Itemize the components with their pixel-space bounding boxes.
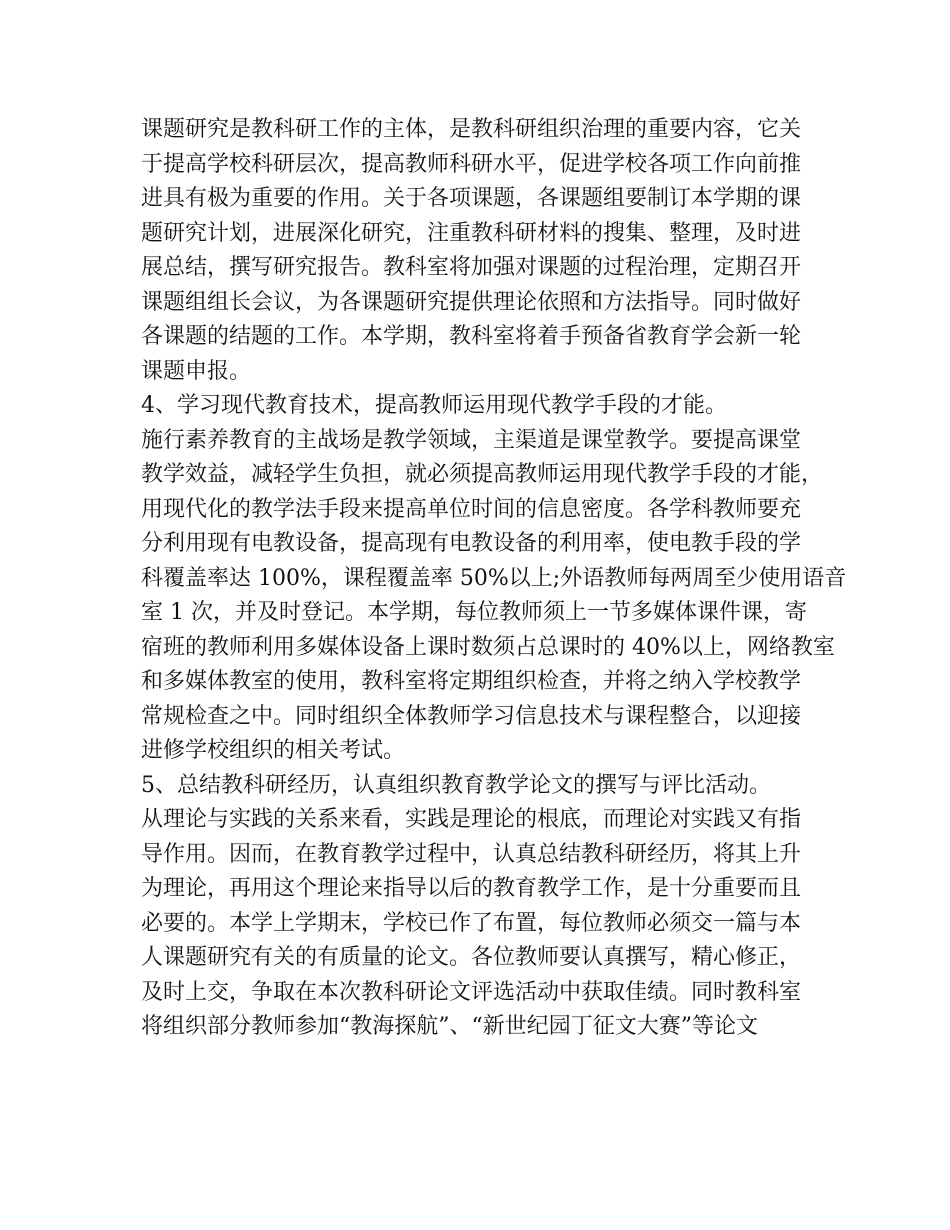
text-line: 必要的。本学上学期末，学校已作了布置，每位教师必须交一篇与本 bbox=[141, 910, 802, 936]
text-line: 常规检查之中。同时组织全体教师学习信息技术与课程整合，以迎接 bbox=[141, 703, 802, 729]
text-line: 人课题研究有关的有质量的论文。各位教师要认真撰写，精心修正， bbox=[141, 945, 802, 970]
text-line: 教学效益，减轻学生负担，就必须提高教师运用现代教学手段的才能， bbox=[141, 462, 824, 487]
text-line: 分利用现有电教设备，提高现有电教设备的利用率，使电教手段的学 bbox=[141, 531, 802, 556]
text-line: 导作用。因而，在教育教学过程中，认真总结教科研经历，将其上升 bbox=[141, 841, 802, 867]
text-line: 施行素养教育的主战场是教学领域，主渠道是课堂教学。要提高课堂 bbox=[141, 427, 802, 453]
text-line: 课题组组长会议，为各课题研究提供理论依照和方法指导。同时做好 bbox=[141, 289, 802, 315]
text-line: 科覆盖率达 100%，课程覆盖率 50%以上;外语教师每两周至少使用语音 bbox=[141, 565, 847, 591]
text-line: 从理论与实践的关系来看，实践是理论的根底，而理论对实践又有指 bbox=[141, 807, 802, 832]
text-line: 和多媒体教室的使用，教科室将定期组织检查，并将之纳入学校教学 bbox=[141, 669, 802, 694]
text-line: 进具有极为重要的作用。关于各项课题，各课题组要制订本学期的课 bbox=[141, 186, 802, 211]
text-line: 课题研究是教科研工作的主体，是教科研组织治理的重要内容，它关 bbox=[141, 117, 802, 142]
section-heading: 5、总结教科研经历，认真组织教育教学论文的撰写与评比活动。 bbox=[141, 772, 771, 798]
body-text bbox=[141, 113, 847, 1045]
text-line: 进修学校组织的相关考试。 bbox=[141, 738, 406, 763]
section-heading: 4、学习现代教育技术，提高教师运用现代教学手段的才能。 bbox=[141, 393, 727, 418]
text-line: 于提高学校科研层次，提高教师科研水平，促进学校各项工作向前推 bbox=[141, 151, 802, 177]
text-line: 课题申报。 bbox=[141, 358, 252, 384]
text-line: 及时上交，争取在本次教科研论文评选活动中获取佳绩。同时教科室 bbox=[141, 979, 802, 1005]
text-line: 宿班的教师利用多媒体设备上课时数须占总课时的 40%以上，网络教室 bbox=[141, 634, 835, 660]
text-line: 各课题的结题的工作。本学期，教科室将着手预备省教育学会新一轮 bbox=[141, 324, 802, 349]
text-line: 题研究计划，进展深化研究，注重教科研材料的搜集、整理，及时进 bbox=[141, 220, 802, 246]
text-line: 展总结，撰写研究报告。教科室将加强对课题的过程治理，定期召开 bbox=[141, 255, 802, 280]
text-line: 用现代化的教学法手段来提高单位时间的信息密度。各学科教师要充 bbox=[141, 496, 802, 522]
text-line: 将组织部分教师参加“教海探航”、“新世纪园丁征文大赛”等论文 bbox=[141, 1014, 758, 1039]
text-line: 室 1 次，并及时登记。本学期，每位教师须上一节多媒体课件课，寄 bbox=[141, 600, 807, 625]
text-line: 为理论，再用这个理论来指导以后的教育教学工作，是十分重要而且 bbox=[141, 876, 802, 901]
